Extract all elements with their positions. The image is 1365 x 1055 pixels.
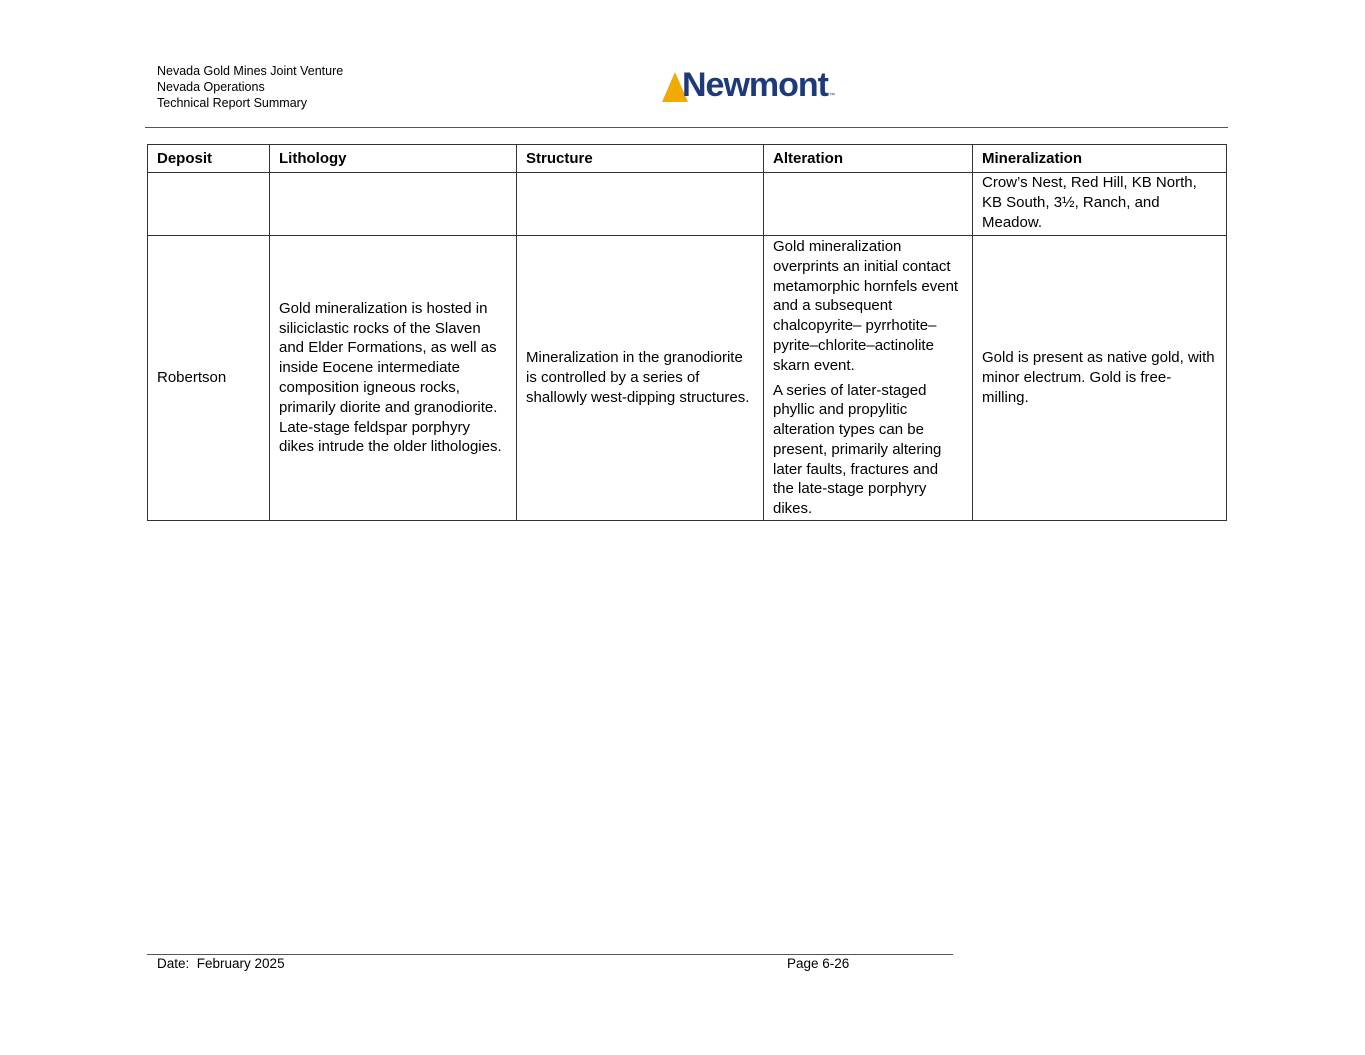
alteration-cell: [764, 236, 973, 521]
document-header: [157, 63, 343, 111]
deposit-geology-table: [147, 144, 1227, 521]
structure-cell: [517, 173, 764, 236]
table-row: [148, 173, 1227, 236]
column-header-deposit: Deposit: [148, 145, 270, 173]
alteration-cell: [764, 173, 973, 236]
table-header-row: [148, 145, 1227, 173]
header-company: Nevada Gold Mines Joint Venture: [157, 64, 344, 78]
footer-date: Date: February 2025: [157, 956, 285, 971]
column-header-lithology: Lithology: [270, 145, 517, 173]
lithology-cell: Gold mineralization is hosted in siliciclastic rocks of the Slaven and Elder Formations, as well as inside Eocene intermediate composition igneous rocks, primarily diorite and granodiorite. Late-stage feldspar porphyry dikes intrude the older lithologies.: [270, 236, 517, 521]
table-row: [148, 236, 1227, 521]
column-header-mineralization: Mineralization: [973, 145, 1227, 173]
page-number: Page 6-26: [787, 956, 850, 971]
logo-trademark: ™: [829, 93, 835, 99]
footer-divider: [147, 954, 953, 955]
header-divider: [145, 127, 1228, 128]
alteration-paragraph: A series of later-staged phyllic and propylitic alteration types can be present, primarily altering later faults, fractures and the late-stage porphyry dikes.: [773, 381, 942, 518]
logo-wordmark: Newmont: [682, 66, 828, 104]
newmont-logo: [662, 68, 835, 102]
lithology-cell: [270, 173, 517, 236]
deposit-cell: [148, 173, 270, 236]
header-operations: Nevada Operations: [157, 80, 265, 94]
column-header-structure: Structure: [517, 145, 764, 173]
structure-cell: Mineralization in the granodiorite is controlled by a series of shallowly west-dipping structures.: [517, 236, 764, 521]
alteration-paragraph: Gold mineralization overprints an initial contact metamorphic hornfels event and a subsequent chalcopyrite– pyrrhotite–pyrite–chlorite–actinolite skarn event.: [773, 237, 959, 374]
deposit-cell: Robertson: [148, 236, 270, 521]
header-report-title: Technical Report Summary: [157, 96, 308, 110]
mineralization-cell: Gold is present as native gold, with minor electrum. Gold is free-milling.: [973, 236, 1227, 521]
column-header-alteration: Alteration: [764, 145, 973, 173]
mineralization-cell: Crow’s Nest, Red Hill, KB North, KB South, 3½, Ranch, and Meadow.: [973, 173, 1227, 236]
